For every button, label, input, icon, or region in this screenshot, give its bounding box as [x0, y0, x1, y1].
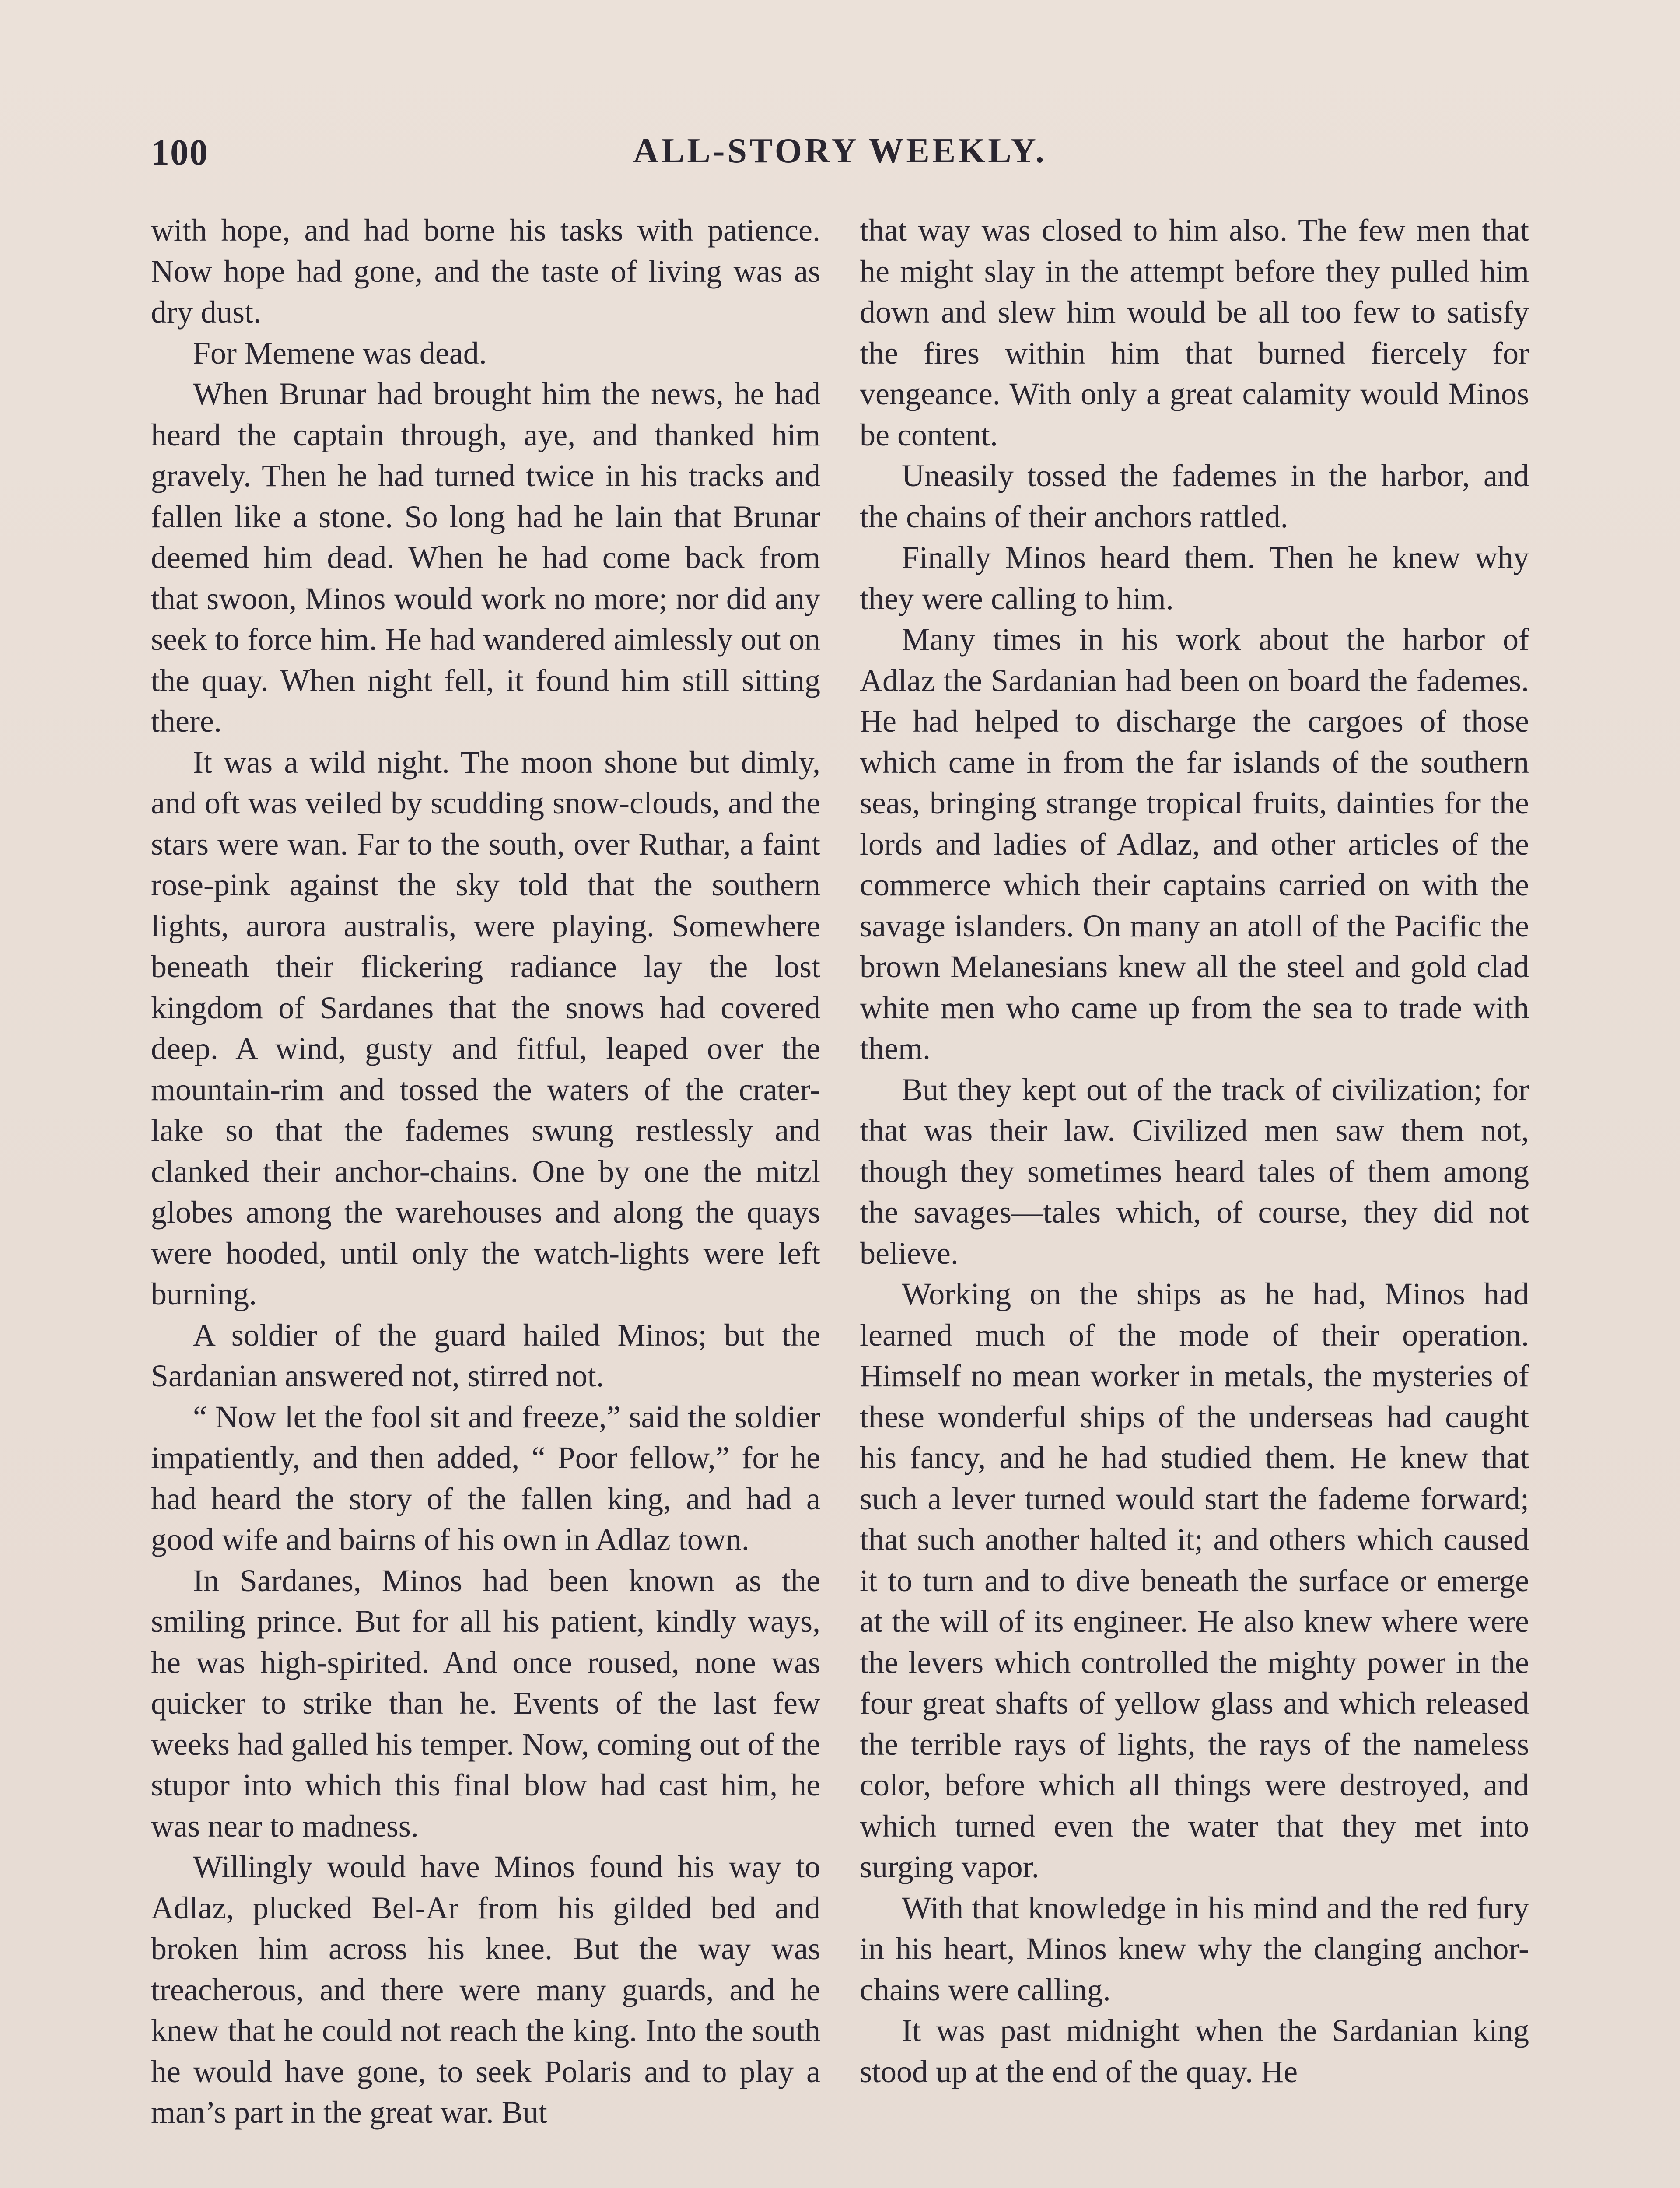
page-header [151, 131, 1529, 179]
running-title: ALL-STORY WEEKLY. [633, 132, 1047, 170]
paragraph: But they kept out of the track of civilization; for that was their law. Civilized men saw them not, though they sometimes heard tales of them among the savages—tales which, of course, they did not believe. [860, 1072, 1529, 1271]
paragraph: Working on the ships as he had, Minos had learned much of the mode of their operation. Himself no mean worker in metals, the mysteries of these wonderful ships of the underseas had caught his fancy, and he had studied them. He knew that such a lever turned would start the fademe forward; that such another halted it; and others which caused it to turn and to dive beneath the surface or emerge at the will of its engineer. He also knew where were the levers which controlled the mighty power in the four great shafts of yellow glass and which released the terrible rays of lights, the rays of the nameless color, before which all things were destroyed, and which turned even the water that they met into surging vapor. [860, 1276, 1529, 1884]
paragraph: with hope, and had borne his tasks with patience. Now hope had gone, and the taste of living was as dry dust. [151, 213, 820, 330]
paragraph: Finally Minos heard them. Then he knew why they were calling to him. [860, 540, 1529, 616]
paragraph: A soldier of the guard hailed Minos; but the Sardanian answered not, stirred not. [151, 1317, 820, 1393]
page-number: 100 [151, 132, 209, 173]
paragraph: When Brunar had brought him the news, he had heard the captain through, aye, and thanked him gravely. Then he had turned twice in his tracks and fallen like a stone. So long had he lain that Brunar deemed him dead. When he had come back from that swoon, Minos would work no more; nor did any seek to force him. He had wandered aimlessly out on the quay. When night fell, it found him still sitting there. [151, 376, 820, 739]
paragraph: In Sardanes, Minos had been known as the smiling prince. But for all his patient, kindly ways, he was high-spirited. And once roused, none was quicker to strike than he. Events of the last few weeks had galled his temper. Now, coming out of the stupor into which this final blow had cast him, he was near to madness. [151, 1563, 820, 1844]
paragraph: Willingly would have Minos found his way to Adlaz, plucked Bel-Ar from his gilded bed and broken him across his knee. But the way was treacherous, and there were many guards, and he knew that he could not reach the king. Into the south he would have gone, to seek Polaris and to play a man’s part in the great war. But [151, 1849, 820, 2130]
right-column [860, 210, 1529, 2092]
paragraph: With that knowledge in his mind and the red fury in his heart, Minos knew why the clanging anchor-chains were calling. [860, 1890, 1529, 2007]
paragraph: Many times in his work about the harbor of Adlaz the Sardanian had been on board the fademes. He had helped to discharge the cargoes of those which came in from the far islands of the southern seas, bringing strange tropical fruits, dainties for the lords and ladies of Adlaz, and other articles of the commerce which their captains carried on with the savage islanders. On many an atoll of the Pacific the brown Melanesians knew all the steel and gold clad white men who came up from the sea to trade with them. [860, 622, 1529, 1066]
paragraph: that way was closed to him also. The few men that he might slay in the attempt before they pulled him down and slew him would be all too few to satisfy the fires within him that burned fiercely for vengeance. With only a great calamity would Minos be content. [860, 213, 1529, 452]
paragraph: It was a wild night. The moon shone but dimly, and oft was veiled by scudding snow-clouds, and the stars were wan. Far to the south, over Ruthar, a faint rose-pink against the sky told that the southern lights, aurora australis, were playing. Somewhere beneath their flickering radiance lay the lost kingdom of Sardanes that the snows had covered deep. A wind, gusty and fitful, leaped over the mountain-rim and tossed the waters of the crater-lake so that the fademes swung restlessly and clanked their anchor-chains. One by one the mitzl globes among the warehouses and along the quays were hooded, until only the watch-lights were left burning. [151, 744, 820, 1311]
paragraph: Uneasily tossed the fademes in the harbor, and the chains of their anchors rattled. [860, 458, 1529, 534]
paragraph: It was past midnight when the Sardanian king stood up at the end of the quay. He [860, 2013, 1529, 2089]
paragraph: “ Now let the fool sit and freeze,” said the soldier impatiently, and then added, “ Poor fellow,” for he had heard the story of the fallen king, and had a good wife and bairns of his own in Adlaz town. [151, 1399, 820, 1557]
paragraph: For Memene was dead. [193, 335, 487, 371]
left-column [151, 210, 820, 2133]
